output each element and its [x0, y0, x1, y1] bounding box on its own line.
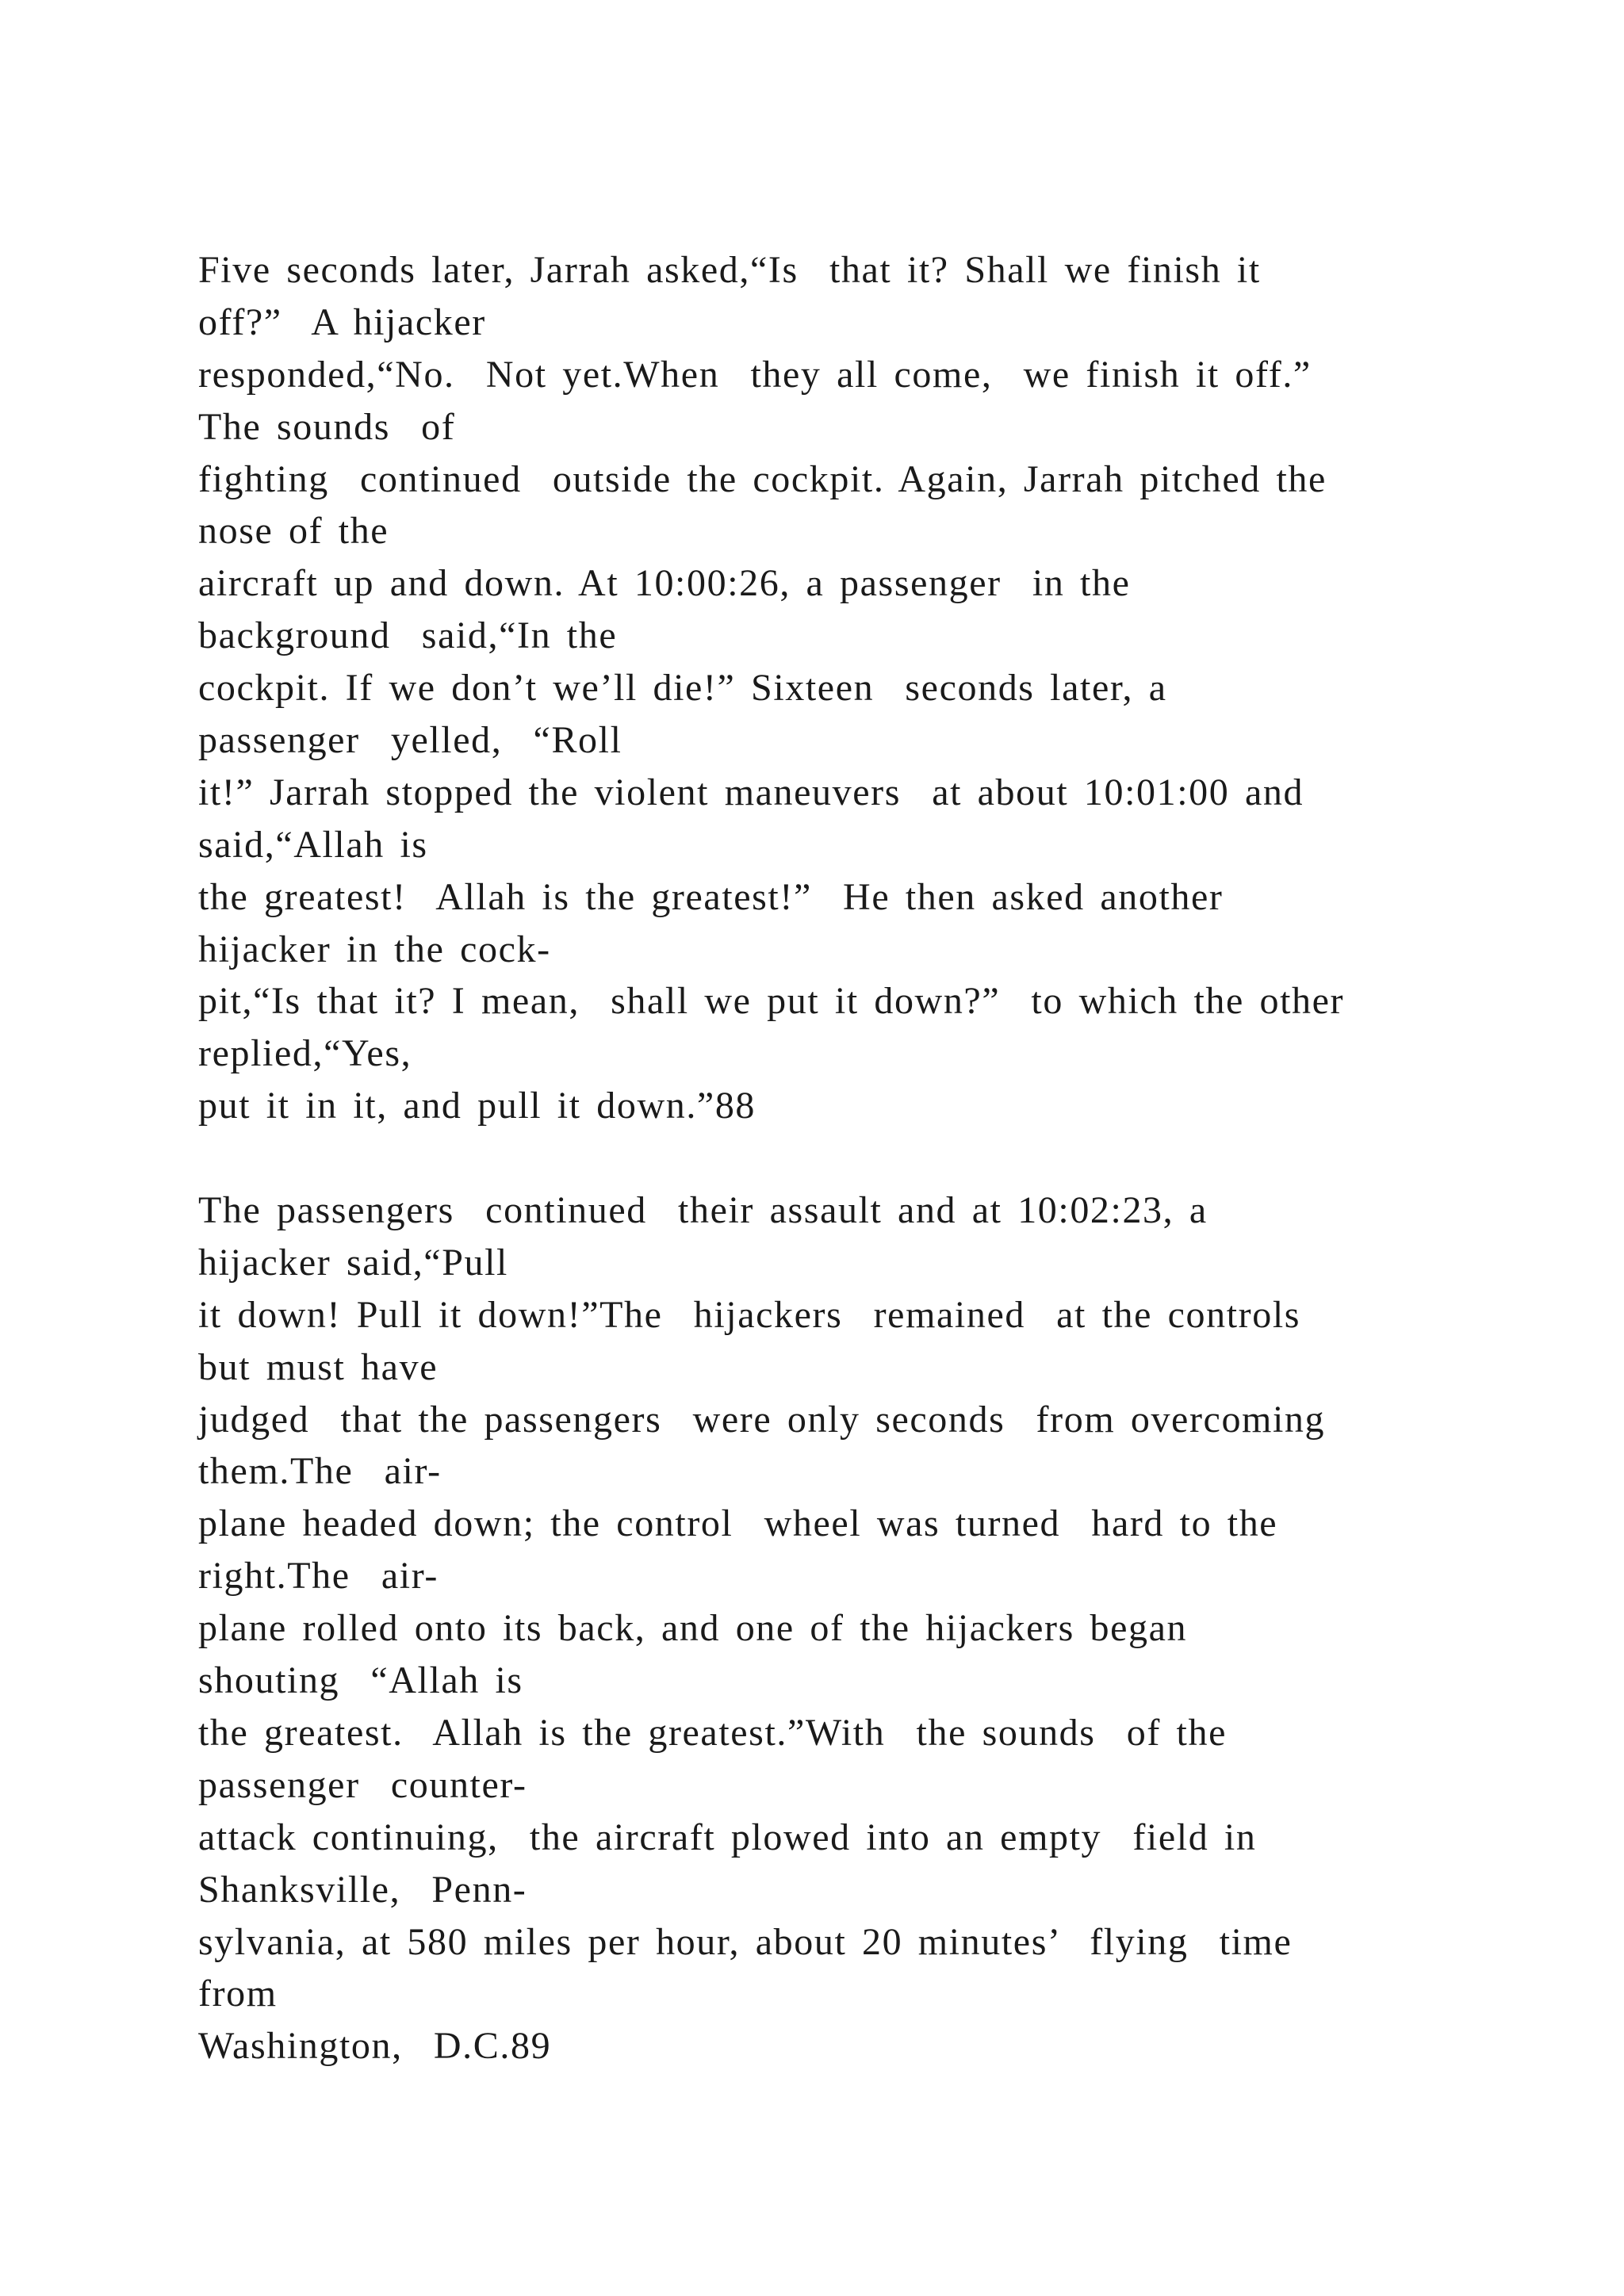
text-line: cockpit. If we don’t we’ll die!” Sixteen seconds later, a: [198, 667, 1167, 710]
text-line: aircraft up and down. At 10:00:26, a passenger in the: [198, 562, 1131, 605]
body-text: [198, 244, 1507, 2072]
text-line: responded,“No. Not yet.When they all come, we finish it off.”: [198, 353, 1312, 396]
text-line: said,“Allah is: [198, 823, 428, 866]
text-line: nose of the: [198, 510, 389, 553]
text-line: background said,“In the: [198, 614, 618, 657]
text-line: it!” Jarrah stopped the violent maneuvers at about 10:01:00 and: [198, 771, 1304, 813]
text-line: plane headed down; the control wheel was turned hard to the: [198, 1502, 1278, 1545]
text-line: The passengers continued their assault and at 10:02:23, a: [198, 1189, 1208, 1232]
text-line: Washington, D.C.89: [198, 2025, 552, 2068]
text-line: Five seconds later, Jarrah asked,“Is that it? Shall we finish it: [198, 249, 1261, 291]
text-line: pit,“Is that it? I mean, shall we put it down?” to which the other: [198, 980, 1345, 1023]
text-line: but must have: [198, 1345, 439, 1388]
text-line: replied,“Yes,: [198, 1032, 412, 1075]
text-line: attack continuing, the aircraft plowed into an empty field in: [198, 1816, 1257, 1858]
text-line: Shanksville, Penn-: [198, 1868, 527, 1911]
text-line: off?” A hijacker: [198, 300, 486, 343]
text-line: sylvania, at 580 miles per hour, about 20 minutes’ flying time: [198, 1920, 1293, 1963]
text-line: them.The air-: [198, 1450, 442, 1493]
text-line: right.The air-: [198, 1555, 439, 1598]
text-line: shouting “Allah is: [198, 1659, 523, 1702]
text-line: the greatest. Allah is the greatest.”With the sounds of the: [198, 1711, 1227, 1754]
paragraph-1: [198, 244, 1507, 1132]
text-line: from: [198, 1973, 278, 2015]
text-line: the greatest! Allah is the greatest!” He then asked another: [198, 875, 1224, 918]
text-line: hijacker said,“Pull: [198, 1241, 508, 1284]
text-line: passenger counter-: [198, 1763, 527, 1806]
text-line: plane rolled onto its back, and one of the hijackers began: [198, 1607, 1188, 1650]
paragraph-spacer: [198, 1132, 1507, 1184]
text-line: judged that the passengers were only seconds from overcoming: [198, 1398, 1326, 1441]
text-line: put it in it, and pull it down.”88: [198, 1085, 756, 1127]
text-line: fighting continued outside the cockpit. Again, Jarrah pitched the: [198, 457, 1327, 500]
text-line: it down! Pull it down!”The hijackers remained at the controls: [198, 1293, 1301, 1336]
text-line: The sounds of: [198, 405, 456, 448]
text-line: hijacker in the cock-: [198, 928, 551, 970]
text-line: passenger yelled, “Roll: [198, 719, 622, 762]
paragraph-2: [198, 1184, 1507, 2072]
